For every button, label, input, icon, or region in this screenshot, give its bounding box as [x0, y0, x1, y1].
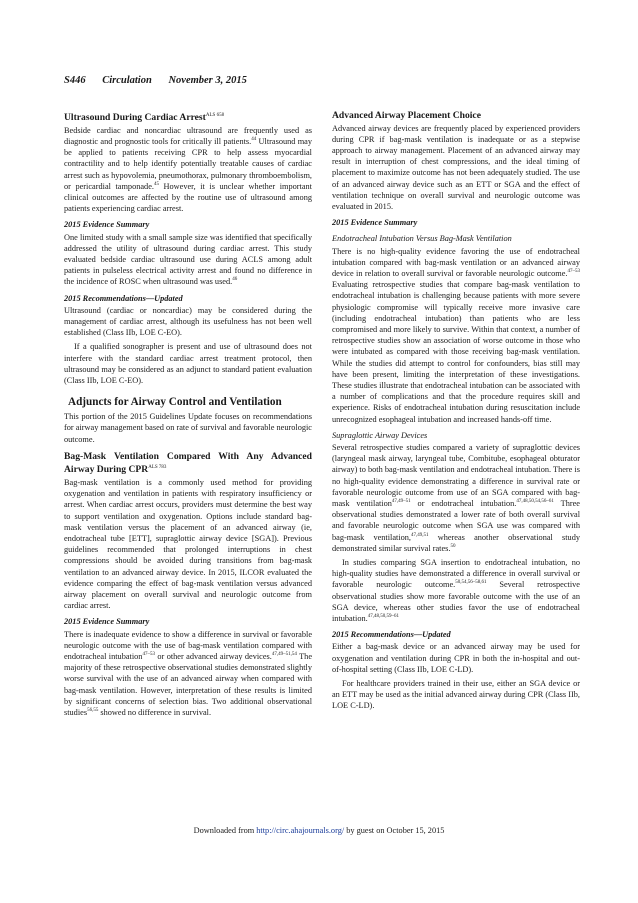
major-heading: Adjuncts for Airway Control and Ventilation	[68, 396, 282, 409]
right-column	[332, 108, 580, 715]
section-heading: Bag-Mask Ventilation Compared With Any Advanced Airway During $CPR^{ALS 783}$	[64, 450, 312, 476]
paragraph: If a qualified sonographer is present and use of ultrasound does not interfere with the standard cardiac arrest treatment protocol, then ultrasound may be considered as an adjunct to standard patient evaluation (Class IIb, LOE C-EO).	[64, 342, 312, 385]
subheading: 2015 Evidence Summary	[64, 617, 150, 627]
subsubheading: Supraglottic Airway Devices	[332, 430, 428, 440]
paragraph: Advanced airway devices are frequently placed by experienced providers during CPR if bag-mask ventilation is inadequate or as a stepwise approach to airway management. Placement of an advanced airway may result in interruption of chest compressions, and the ideal timing of placement to maximize outcome has not been adequately studied. The use of an advanced airway device such as an ETT or SGA and the effect of ventilation technique on overall survival and neurologic outcome was evaluated in 2015.	[332, 123, 580, 211]
paragraph: Bag-mask ventilation is a commonly used method for providing oxygenation and ventilation in patients with respiratory insufficiency or arrest. When cardiac arrest occurs, providers must determine the best way to support ventilation and oxygenation. Options include standard bag-mask ventilation versus the placement of an advanced airway (ie, endotracheal tube [ETT], supraglottic airway device [SGA]). Previous guidelines recommended that prolonged interruptions in chest compressions should be avoided during transitions from bag-mask ventilation to an advanced airway device. In 2015, ILCOR evaluated the evidence comparing the effect of bag-mask ventilation versus advanced airway placement on overall survival and neurologic outcome from cardiac arrest.	[64, 477, 312, 611]
paragraph: Either a bag-mask device or an advanced airway may be used for oxygenation and ventilation during CPR in both the in-hospital and out-of-hospital setting (Class IIb, LOE C-LD).	[332, 642, 580, 674]
subheading: 2015 Recommendations—Updated	[332, 630, 451, 640]
subsubheading: Endotracheal Intubation Versus Bag-Mask Ventilation	[332, 234, 512, 244]
subheading: 2015 Evidence Summary	[332, 218, 418, 228]
paragraph: One limited study with a small sample size was identified that specifically addressed the utility of ultrasound during cardiac arrest. This study evaluated bedside cardiac ultrasound use during ACLS among adult patients in pulseless electrical activity arrest and found no difference in the incidence of ROSC when ultrasound was used.$^{46}$	[64, 232, 312, 287]
paragraph: Bedside cardiac and noncardiac ultrasound are frequently used as diagnostic and prognostic tools for critically ill patients.$^{44}$ Ultrasound may be applied to patients receiving CPR to help assess myocardial contractility and to help identify potentially treatable causes of cardiac arrest such as hypovolemia, pneumothorax, pulmonary thromboembolism, or pericardial tamponade.$^{45}$ However, it is unclear whether important clinical outcomes are affected by the routine use of ultrasound among patients experiencing cardiac arrest.	[64, 125, 312, 214]
paragraph: There is inadequate evidence to show a difference in survival or favorable neurologic outcome with the use of bag-mask ventilation compared with endotracheal intubation$^{47-53}$ or other advanced airway devices.$^{47,49-51,54}$ The majority of these retrospective observational studies demonstrated slightly worse survival with the use of an advanced airway when compared with bag-mask ventilation. However, interpretation of these results is limited by significant concerns of selection bias. Two additional observational studies$^{56,55}$ showed no difference in survival.	[64, 629, 313, 718]
left-column	[64, 108, 312, 721]
subheading: 2015 Recommendations—Updated	[64, 293, 183, 303]
section-heading: Advanced Airway Placement Choice	[332, 110, 481, 121]
paragraph: This portion of the 2015 Guidelines Update focuses on recommendations for airway management based on rate of survival and favorable neurologic outcome.	[64, 412, 312, 444]
page-number: S446	[64, 75, 86, 86]
section-heading: Ultrasound During Cardiac Arrest$^{ALS 658}$	[64, 112, 225, 124]
paragraph: Several retrospective studies compared a variety of supraglottic devices (laryngeal mask airway, laryngeal tube, Combitube, esophageal obturator airway) to both bag-mask ventilation and endotracheal intubation. There is no high-quality evidence demonstrating a difference in survival rate or favorable neurologic outcome from use of an SGA compared with bag-mask ventilation$^{47,49-51}$ or endotracheal intubation.$^{47,48,50,54,56-61}$ Three observational studies demonstrated a lower rate of both overall survival and favorable neurologic outcome when SGA use was compared with bag-mask ventilation,$^{47,49,51}$ whereas another observational study demonstrated similar survival rates.$^{50}$	[332, 442, 580, 553]
paragraph: In studies comparing SGA insertion to endotracheal intubation, no high-quality studies have demonstrated a difference in overall survival or favorable neurologic outcome.$^{50,54,56-58,61}$ Several retrospective observational studies show more favorable outcome with the use of an SGA device, whereas other studies favor the use of endotracheal intubation.$^{47,48,50,59-61}$	[332, 558, 580, 624]
journal-name: Circulation	[102, 75, 152, 86]
issue-date: November 3, 2015	[168, 75, 247, 86]
running-header	[64, 75, 261, 86]
paragraph: For healthcare providers trained in their use, either an SGA device or an ETT may be used as the initial advanced airway during CPR (Class IIb, LOE C-LD).	[332, 679, 580, 711]
journal-link[interactable]: http://circ.ahajournals.org/	[256, 826, 345, 835]
subheading: 2015 Evidence Summary	[64, 220, 150, 230]
download-footer: Downloaded from http://circ.ahajournals.org/ by guest on October 15, 2015	[193, 826, 445, 835]
paragraph: Ultrasound (cardiac or noncardiac) may be considered during the management of cardiac arrest, although its usefulness has not been well established (Class IIb, LOE C-EO).	[64, 305, 312, 338]
paragraph: There is no high-quality evidence favoring the use of endotracheal intubation compared with bag-mask ventilation or an advanced airway device in relation to overall survival or favorable neurologic outcome.$^{47-53}$ Evaluating retrospective studies that compare bag-mask ventilation to endotracheal intubation is challenging because patients with more severe physiologic compromise will typically receive more invasive care (including endotracheal intubation) than patients who are less compromised and more likely to survive. Within that context, a number of retrospective studies show an association of worse outcome in those who were intubated as compared with those receiving bag-mask ventilation. While the studies did attempt to control for confounders, bias still may have been present, limiting the interpretation of these investigations. These studies illustrate that endotracheal intubation can be associated with a number of complications and that the procedure requires skill and experience. Risks of endotracheal intubation during resuscitation include unrecognized esophageal intubation and increased hands-off time.	[332, 246, 580, 424]
